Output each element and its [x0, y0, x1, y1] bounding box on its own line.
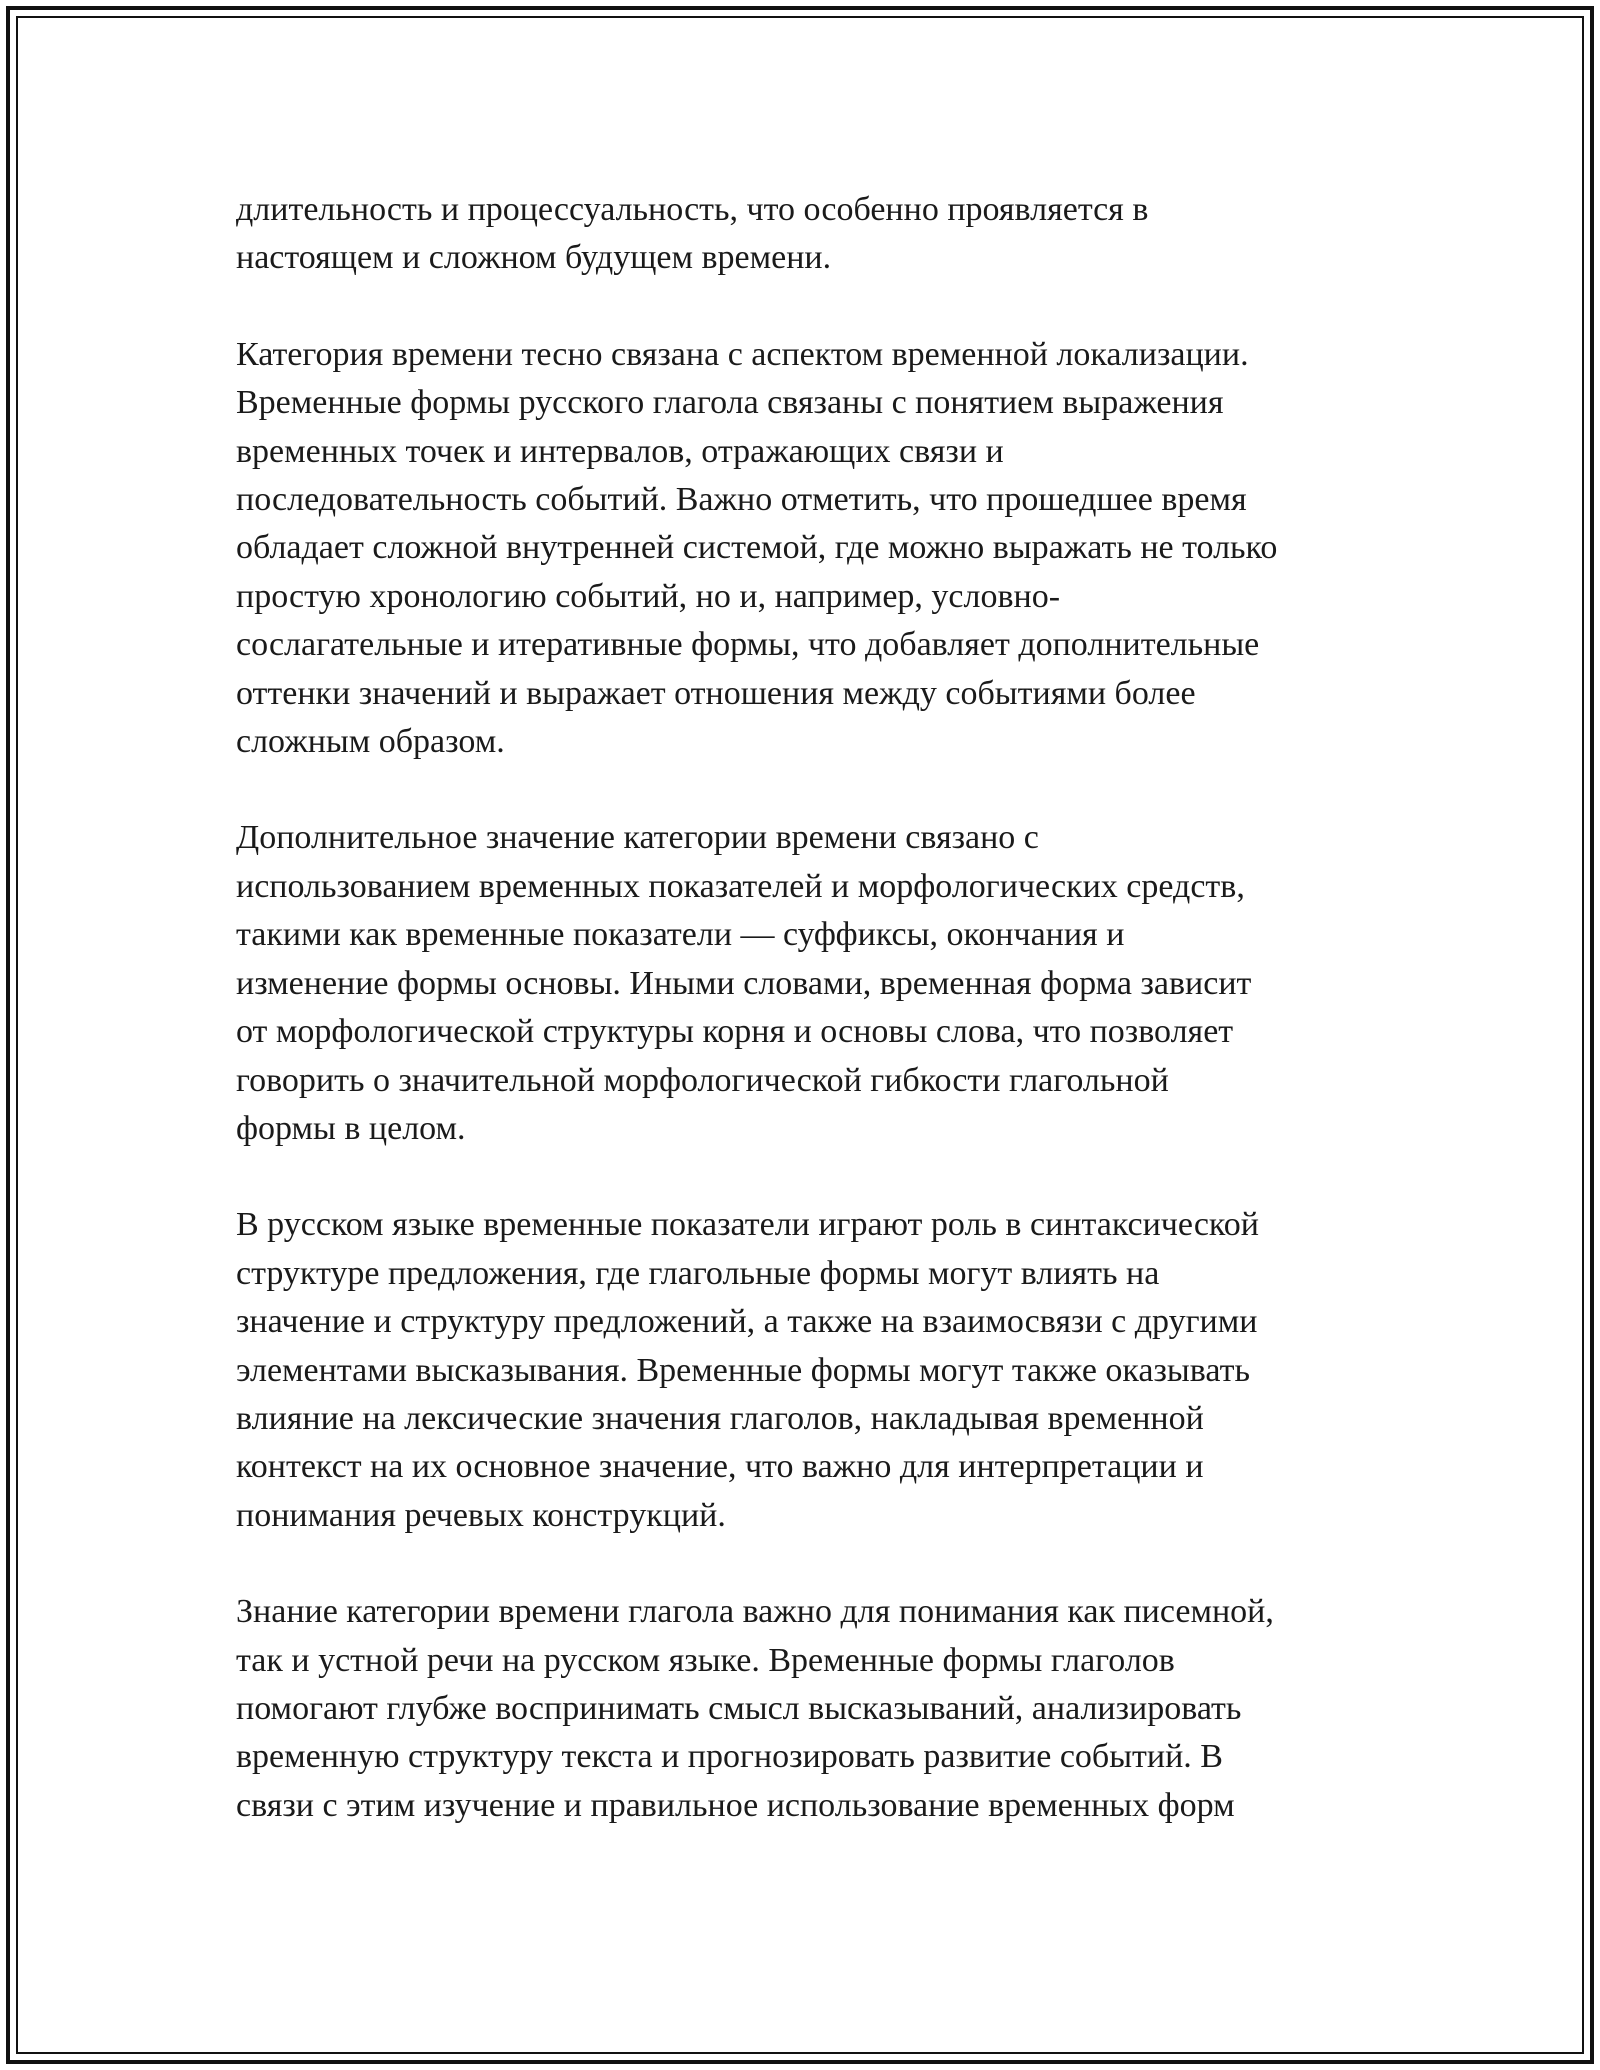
text-line: говорить о значительной морфологической гибкости глагольной	[236, 1061, 1169, 1099]
text-line: изменение формы основы. Иными словами, временная форма зависит	[236, 964, 1252, 1002]
text-line: Временные формы русского глагола связаны с понятием выражения	[236, 384, 1224, 422]
text-line: последовательность событий. Важно отметить, что прошедшее время	[236, 481, 1247, 519]
paragraph-2	[236, 331, 1376, 767]
paragraph-3	[236, 814, 1376, 1153]
text-line: контекст на их основное значение, что важно для интерпретации и	[236, 1448, 1204, 1486]
text-line: длительность и процессуальность, что особенно проявляется в	[236, 191, 1149, 228]
text-line: такими как временные показатели — суффиксы, окончания и	[236, 916, 1125, 954]
text-line: настоящем и сложном будущем времени.	[236, 239, 832, 277]
text-line: понимания речевых конструкций.	[236, 1496, 726, 1534]
document-body	[236, 186, 1376, 1878]
text-line: В русском языке временные показатели играют роль в синтаксической	[236, 1206, 1259, 1244]
text-line: так и устной речи на русском языке. Временные формы глаголов	[236, 1641, 1175, 1679]
text-line: влияние на лексические значения глаголов, накладывая временной	[236, 1399, 1204, 1437]
text-line: использованием временных показателей и морфологических средств,	[236, 867, 1245, 905]
text-line: от морфологической структуры корня и основы слова, что позволяет	[236, 1013, 1234, 1051]
text-line: связи с этим изучение и правильное использование временных форм	[236, 1786, 1235, 1824]
text-line: элементами высказывания. Временные формы могут также оказывать	[236, 1351, 1250, 1389]
text-line: обладает сложной внутренней системой, где можно выражать не только	[236, 529, 1278, 567]
text-line: сослагательные и итеративные формы, что добавляет дополнительные	[236, 626, 1260, 664]
text-line: Дополнительное значение категории времени связано с	[236, 819, 1039, 857]
paragraph-5	[236, 1588, 1376, 1830]
text-line: сложным образом.	[236, 723, 505, 761]
paragraph-1	[236, 186, 1376, 283]
text-line: Категория времени тесно связана с аспектом временной локализации.	[236, 335, 1249, 373]
text-line: Знание категории времени глагола важно для понимания как писемной,	[236, 1593, 1274, 1631]
text-line: формы в целом.	[236, 1109, 466, 1147]
text-line: структуре предложения, где глагольные формы могут влиять на	[236, 1254, 1160, 1292]
text-line: помогают глубже воспринимать смысл высказываний, анализировать	[236, 1689, 1242, 1727]
paragraph-4	[236, 1201, 1376, 1540]
text-line: простую хронологию событий, но и, например, условно-	[236, 577, 1061, 615]
text-line: значение и структуру предложений, а также на взаимосвязи с другими	[236, 1303, 1258, 1341]
text-line: временных точек и интервалов, отражающих связи и	[236, 432, 1004, 470]
text-line: оттенки значений и выражает отношения между событиями более	[236, 674, 1196, 712]
text-line: временную структуру текста и прогнозировать развитие событий. В	[236, 1738, 1223, 1776]
